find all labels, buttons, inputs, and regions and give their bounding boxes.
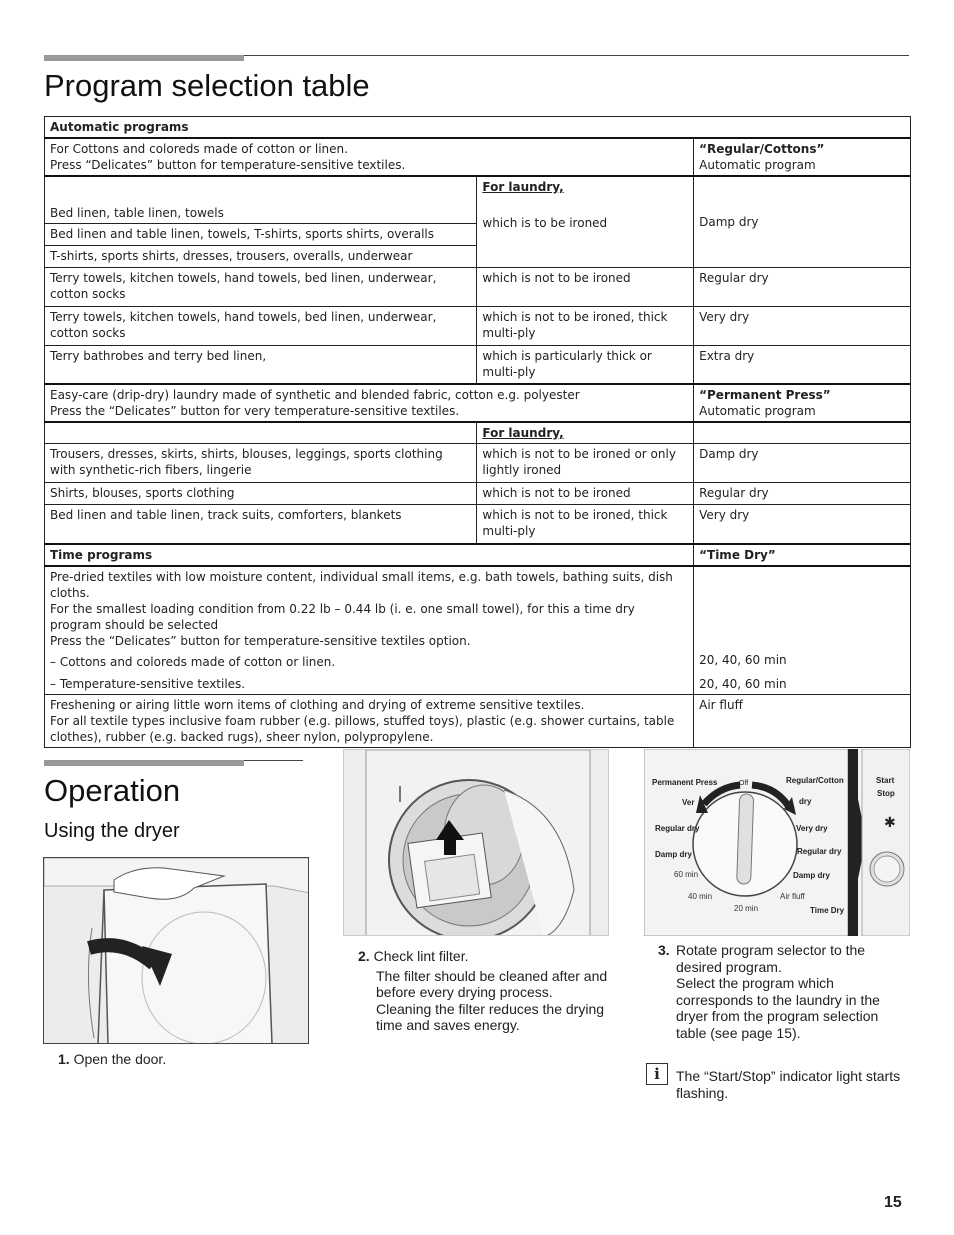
table-row: [45, 138, 911, 176]
dial-label-off: Off: [739, 780, 749, 787]
program-selector-illustration: [644, 749, 910, 936]
dial-label-permanent-press: Permanent Press: [652, 778, 718, 787]
dial-label-air-fluff: Air fluff: [780, 892, 805, 901]
table-cell: Shirts, blouses, sports clothing: [45, 483, 477, 505]
page-number: 15: [884, 1194, 902, 1211]
table-row: [45, 345, 911, 384]
table-row: [45, 444, 911, 483]
cotton-program: “Regular/Cottons” Automatic program: [694, 138, 911, 176]
table-cell: which is not to be ironed or only lightly ironed: [477, 444, 694, 483]
table-cell: Bed linen and table linen, towels, T-shirts, sports shirts, overalls: [45, 223, 477, 245]
table-row: [45, 483, 911, 505]
dial-label-60-min: 60 min: [674, 870, 699, 879]
section-title: Operation: [44, 773, 181, 808]
table-row: [45, 505, 911, 544]
table-cell: which is not to be ironed: [477, 483, 694, 505]
dial-label-regular-dry-right: Regular dry: [797, 847, 842, 856]
step-1: 1. Open the door.: [58, 1051, 167, 1067]
start-label: Start: [876, 776, 895, 785]
dial-label-very-dry-right: Very dry: [796, 824, 828, 833]
dial-label-regular-dry-left: Regular dry: [655, 824, 700, 833]
svg-text:✱: ✱: [884, 814, 896, 830]
table-cell: Terry towels, kitchen towels, hand towels, bed linen, underwear, cotton socks: [45, 267, 477, 306]
table-cell: Terry bathrobes and terry bed linen,: [45, 345, 477, 384]
stop-label: Stop: [877, 789, 895, 798]
time-programs-header: Time programs: [45, 544, 694, 566]
info-icon: i: [646, 1063, 668, 1085]
table-cell: For laundry, which is to be ironed: [477, 176, 694, 267]
table-cell: For laundry,: [477, 422, 694, 444]
dial-label-dry-top: dry: [799, 797, 812, 806]
table-cell: Damp dry: [694, 176, 911, 267]
top-rule-accent: [44, 55, 244, 61]
dial-label-very-left: Ver: [682, 798, 695, 807]
table-cell: Regular dry: [694, 483, 911, 505]
table-row: [45, 694, 911, 747]
subsection-title: Using the dryer: [44, 820, 180, 842]
step-3: 3. Rotate program selector to the desired program. Select the program which corresponds to the laundry in the dryer from the program selection table (see page 15).: [658, 942, 880, 1041]
page-title: Program selection table: [44, 68, 370, 103]
open-door-illustration: [43, 857, 309, 1044]
table-cell: Very dry: [694, 505, 911, 544]
table-row: [45, 267, 911, 306]
automatic-programs-header: Automatic programs: [45, 117, 911, 139]
table-cell: Bed linen and table linen, track suits, comforters, blankets: [45, 505, 477, 544]
time-dry-program: “Time Dry”: [694, 544, 911, 566]
table-cell: which is not to be ironed, thick multi-ply: [477, 505, 694, 544]
table-cell: which is not to be ironed: [477, 267, 694, 306]
table-cell: Regular dry: [694, 267, 911, 306]
table-row: [45, 384, 911, 422]
table-cell: which is not to be ironed, thick multi-ply: [477, 306, 694, 345]
cotton-description: For Cottons and coloreds made of cotton or linen. Press “Delicates” button for temperature-sensitive textiles.: [45, 138, 694, 176]
program-selection-table: [44, 116, 911, 748]
easy-care-description: Easy-care (drip-dry) laundry made of synthetic and blended fabric, cotton e.g. polyester Press the “Delicates” button for very temperature-sensitive textiles.: [45, 384, 694, 422]
time-description: Pre-dried textiles with low moisture content, individual small items, e.g. bath towels, bathing suits, dish cloths. For the smallest loading condition from 0.22 lb – 0.44 lb (i. e. one small towel), for this a time dry program should be selected Press the “Delicates” button for temperature-sensitive textiles option. – Cottons and coloreds made of cotton or linen. – Temperature-sensitive textiles.: [45, 566, 694, 695]
table-cell: T-shirts, sports shirts, dresses, trousers, overalls, underwear: [45, 245, 477, 267]
table-cell: which is particularly thick or multi-ply: [477, 345, 694, 384]
step-2: 2. Check lint filter. The filter should be cleaned after and before every drying process. Cleaning the filter reduces the drying time and saves energy.: [358, 948, 608, 1033]
table-row: [45, 544, 911, 566]
lint-filter-illustration: [343, 749, 609, 936]
table-cell: [694, 422, 911, 444]
dial-label-damp-dry-left: Damp dry: [655, 850, 692, 859]
table-row: [45, 176, 911, 223]
table-row: [45, 306, 911, 345]
dial-label-regular-cotton: Regular/Cotton: [786, 776, 844, 785]
air-fluff-program: Air fluff: [694, 694, 911, 747]
table-cell: Damp dry: [694, 444, 911, 483]
time-values: 20, 40, 60 min 20, 40, 60 min: [694, 566, 911, 695]
dial-label-damp-dry-right: Damp dry: [793, 871, 830, 880]
table-cell: Trousers, dresses, skirts, shirts, blouses, leggings, sports clothing with synthetic-rich fibers, lingerie: [45, 444, 477, 483]
dial-label-time-dry: Time Dry: [810, 906, 845, 915]
dial-label-40-min: 40 min: [688, 892, 713, 901]
table-cell: Very dry: [694, 306, 911, 345]
table-row: [45, 422, 911, 444]
table-row: [45, 117, 911, 139]
easy-care-program: “Permanent Press” Automatic program: [694, 384, 911, 422]
table-row: [45, 566, 911, 695]
air-fluff-description: Freshening or airing little worn items of clothing and drying of extreme sensitive textiles. For all textile types inclusive foam rubber (e.g. pillows, stuffed toys), plastic (e.g. shower curtains, table clothes), rubber (e.g. backed rugs), sheer nylon, polypropylene.: [45, 694, 694, 747]
table-cell: [45, 422, 477, 444]
dial-label-20-min: 20 min: [734, 904, 759, 913]
table-cell: Bed linen, table linen, towels: [45, 176, 477, 223]
info-note: The “Start/Stop” indicator light starts flashing.: [676, 1068, 901, 1101]
table-cell: Extra dry: [694, 345, 911, 384]
section-rule-accent: [44, 760, 244, 766]
table-cell: Terry towels, kitchen towels, hand towels, bed linen, underwear, cotton socks: [45, 306, 477, 345]
